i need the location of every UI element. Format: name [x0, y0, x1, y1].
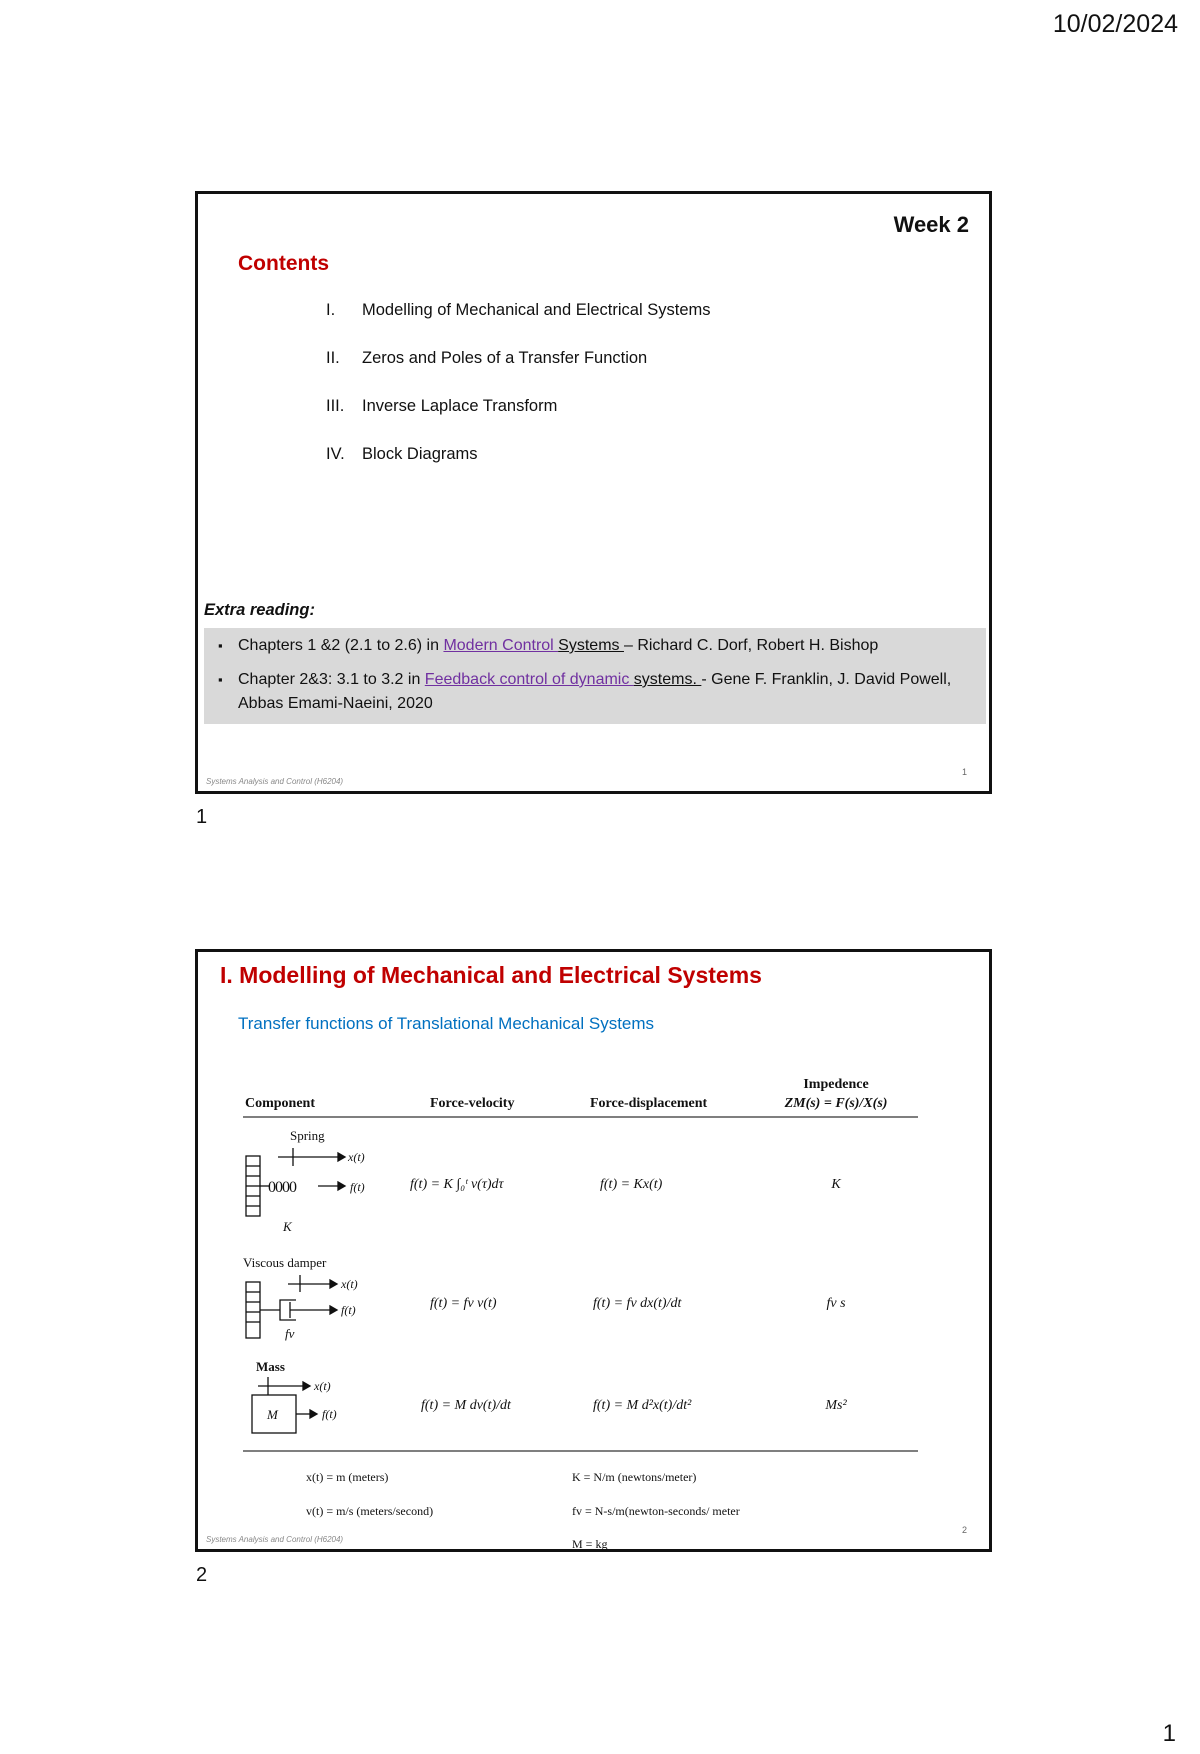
slide-2-label: 2 [196, 1564, 208, 1586]
contents-item [326, 397, 711, 445]
mass-force-velocity: f(t) = M dv(t)/dt [421, 1398, 511, 1413]
damper-x-label: x(t) [341, 1277, 358, 1291]
damper-force-velocity: f(t) = fv v(t) [430, 1296, 497, 1311]
reading-item-1 [218, 634, 986, 658]
damper-force-displacement: f(t) = fv dx(t)/dt [593, 1296, 682, 1311]
reading-text: Chapters 1 &2 (2.1 to 2.6) in [238, 637, 444, 654]
reading-link-tail: Systems [558, 637, 624, 654]
mass-label: Mass [256, 1359, 285, 1374]
unit-x: x(t) = m (meters) [306, 1470, 389, 1484]
unit-k: K = N/m (newtons/meter) [572, 1470, 697, 1484]
slide-number: 1 [961, 767, 967, 777]
slide-2 [195, 949, 992, 1552]
reading-item-2 [218, 668, 986, 716]
mass-x-label: x(t) [314, 1379, 331, 1393]
contents-item [326, 349, 711, 397]
spring-force-displacement: f(t) = Kx(t) [600, 1177, 663, 1192]
damper-label: Viscous damper [243, 1255, 327, 1270]
slide-footer: Systems Analysis and Control (H6204) [206, 1535, 344, 1544]
mass-impedance: Ms² [825, 1398, 847, 1413]
unit-fv: fv = N-s/m(newton-seconds/ meter [572, 1504, 740, 1518]
item-numeral: II. [326, 349, 340, 367]
contents-item [326, 301, 711, 349]
header-impedance-formula: ZM(s) = F(s)/X(s) [784, 1096, 888, 1111]
damper-param: fv [285, 1326, 295, 1341]
spring-param: K [283, 1219, 292, 1234]
mass-f-label: f(t) [322, 1407, 337, 1421]
spring-x-label: x(t) [348, 1150, 365, 1164]
unit-m: M = kg [572, 1537, 608, 1551]
week-label: Week 2 [893, 212, 969, 237]
header-component: Component [245, 1096, 316, 1111]
unit-v: v(t) = m/s (meters/second) [306, 1504, 434, 1518]
spring-impedance: K [831, 1177, 841, 1192]
reading-authors: – Richard C. Dorf, Robert H. Bishop [623, 637, 879, 654]
contents-item [326, 445, 711, 493]
extra-reading-heading: Extra reading: [204, 601, 315, 619]
mass-icon [252, 1377, 317, 1433]
reading-link-tail: systems. [633, 671, 702, 688]
header-force-velocity: Force-velocity [430, 1096, 515, 1111]
spring-coils: 0000 [268, 1179, 296, 1196]
modern-control-systems-link[interactable]: Modern Control [443, 637, 559, 654]
item-numeral: I. [326, 301, 336, 319]
reading-text: Chapter 2&3: 3.1 to 3.2 in [238, 671, 425, 688]
damper-f-label: f(t) [341, 1303, 356, 1317]
print-date: 10/02/2024 [1052, 10, 1178, 38]
damper-impedance: fv s [826, 1296, 846, 1311]
reading-authors: - Gene F. Franklin, J. David Powell, Abbas Emami-Naeini, 2020 [238, 671, 952, 712]
extra-reading-box [204, 628, 986, 724]
header-impedance: Impedence [803, 1077, 869, 1092]
item-text: Modelling of Mechanical and Electrical Systems [362, 301, 711, 319]
contents-list [326, 301, 711, 493]
item-text: Zeros and Poles of a Transfer Function [362, 349, 648, 367]
item-text: Inverse Laplace Transform [362, 397, 558, 415]
slide-1 [195, 191, 992, 794]
item-numeral: III. [326, 397, 345, 415]
mass-force-displacement: f(t) = M d²x(t)/dt² [593, 1398, 692, 1413]
spring-force-velocity: f(t) = K ∫₀ᵗ v(τ)dτ [410, 1177, 504, 1192]
slide-title: I. Modelling of Mechanical and Electrical Systems [220, 962, 762, 988]
item-numeral: IV. [326, 445, 345, 463]
spring-label: Spring [290, 1128, 325, 1143]
mass-param: M [267, 1407, 278, 1422]
item-text: Block Diagrams [362, 445, 478, 463]
slide-number: 2 [961, 1525, 967, 1535]
feedback-control-link[interactable]: Feedback control of dynamic [424, 671, 634, 688]
header-force-displacement: Force-displacement [590, 1096, 708, 1111]
slide-subtitle: Transfer functions of Translational Mechanical Systems [238, 1014, 655, 1033]
page-number: 1 [1162, 1720, 1176, 1747]
contents-heading: Contents [238, 252, 329, 275]
slide-1-label: 1 [196, 806, 208, 828]
slide-footer: Systems Analysis and Control (H6204) [206, 777, 344, 786]
spring-f-label: f(t) [350, 1180, 365, 1194]
